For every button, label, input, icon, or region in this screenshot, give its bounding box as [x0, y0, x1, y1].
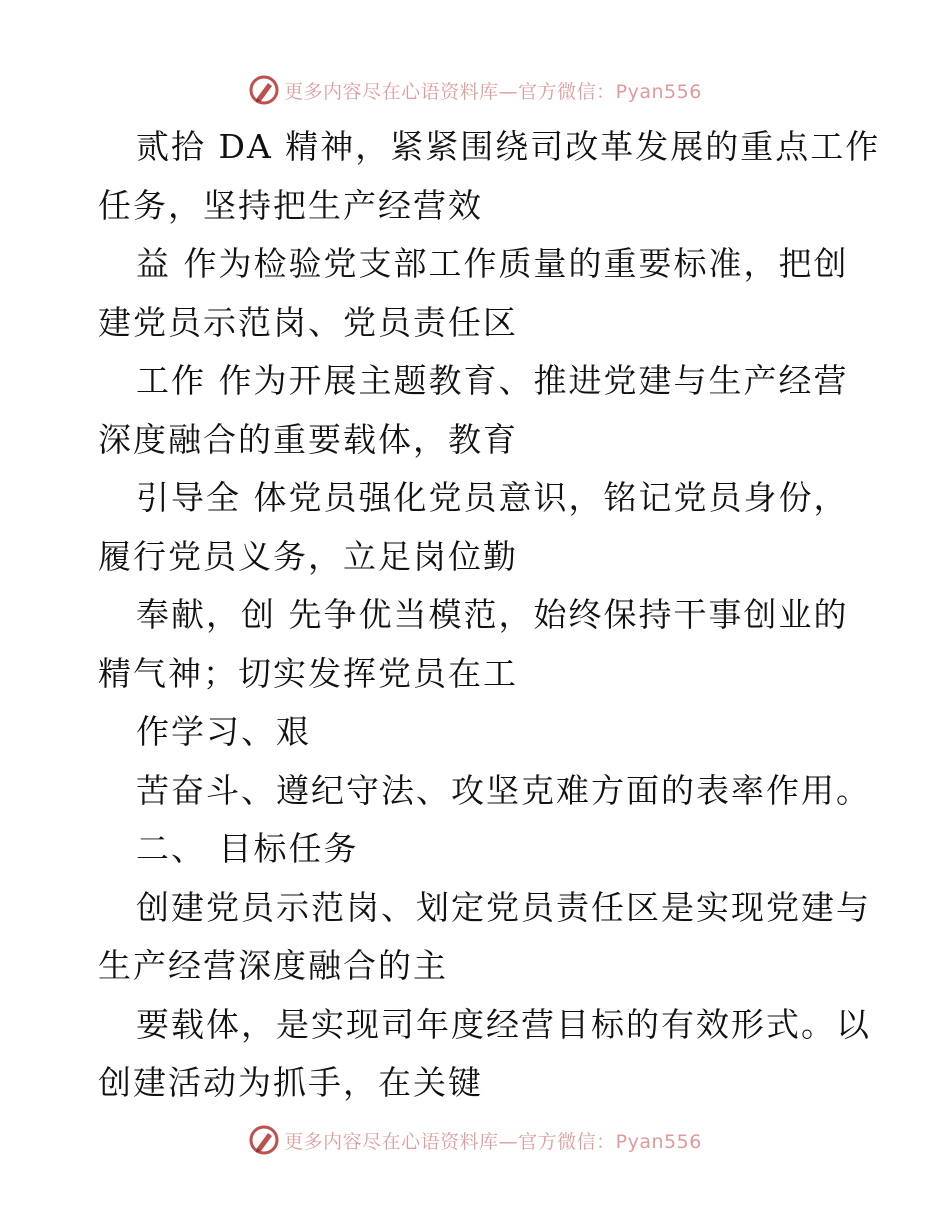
text-line: 奉献，创 先争优当模范，始终保持干事创业的 [136, 595, 849, 634]
text-line: 建党员示范岗、党员责任区 [98, 302, 518, 342]
text-line: 创建活动为抓手，在关键 [98, 1063, 483, 1102]
watermark-text: 更多内容尽在心语资料库—官方微信：Pyan556 [284, 80, 702, 103]
red-pen-circle-logo-icon [248, 1124, 280, 1156]
text-line: 工作 作为开展主题教育、推进党建与生产经营 [136, 361, 849, 400]
text-line: 苦奋斗、遵纪守法、攻坚克难方面的表率作用。 [136, 770, 871, 810]
document-body [98, 118, 881, 1113]
text-line: 引导全 体党员强化党员意识，铭记党员身份， [136, 478, 849, 517]
text-line: 深度融合的重要载体，教育 [98, 419, 518, 459]
text-line: 精气神；切实发挥党员在工 [98, 653, 518, 693]
text-line: 作学习、艰 [136, 712, 311, 751]
text-line: 创建党员示范岗、划定党员责任区是实现党建与 [136, 887, 871, 927]
text-line: 益 作为检验党支部工作质量的重要标准，把创 [136, 244, 849, 283]
text-line: 任务，坚持把生产经营效 [98, 185, 483, 225]
red-pen-circle-logo-icon [248, 74, 280, 106]
text-line: 二、 目标任务 [136, 829, 359, 868]
text-line: 要载体，是实现司年度经营目标的有效形式。以 [136, 1004, 871, 1044]
text-line: 贰拾 DA 精神，紧紧围绕司改革发展的重点工作 [136, 127, 881, 166]
watermark-banner-top [0, 70, 950, 110]
watermark-text: 更多内容尽在心语资料库—官方微信：Pyan556 [284, 1130, 702, 1153]
watermark-banner-bottom [0, 1120, 950, 1160]
text-line: 生产经营深度融合的主 [98, 946, 448, 985]
text-line: 履行党员义务，立足岗位勤 [98, 536, 518, 576]
